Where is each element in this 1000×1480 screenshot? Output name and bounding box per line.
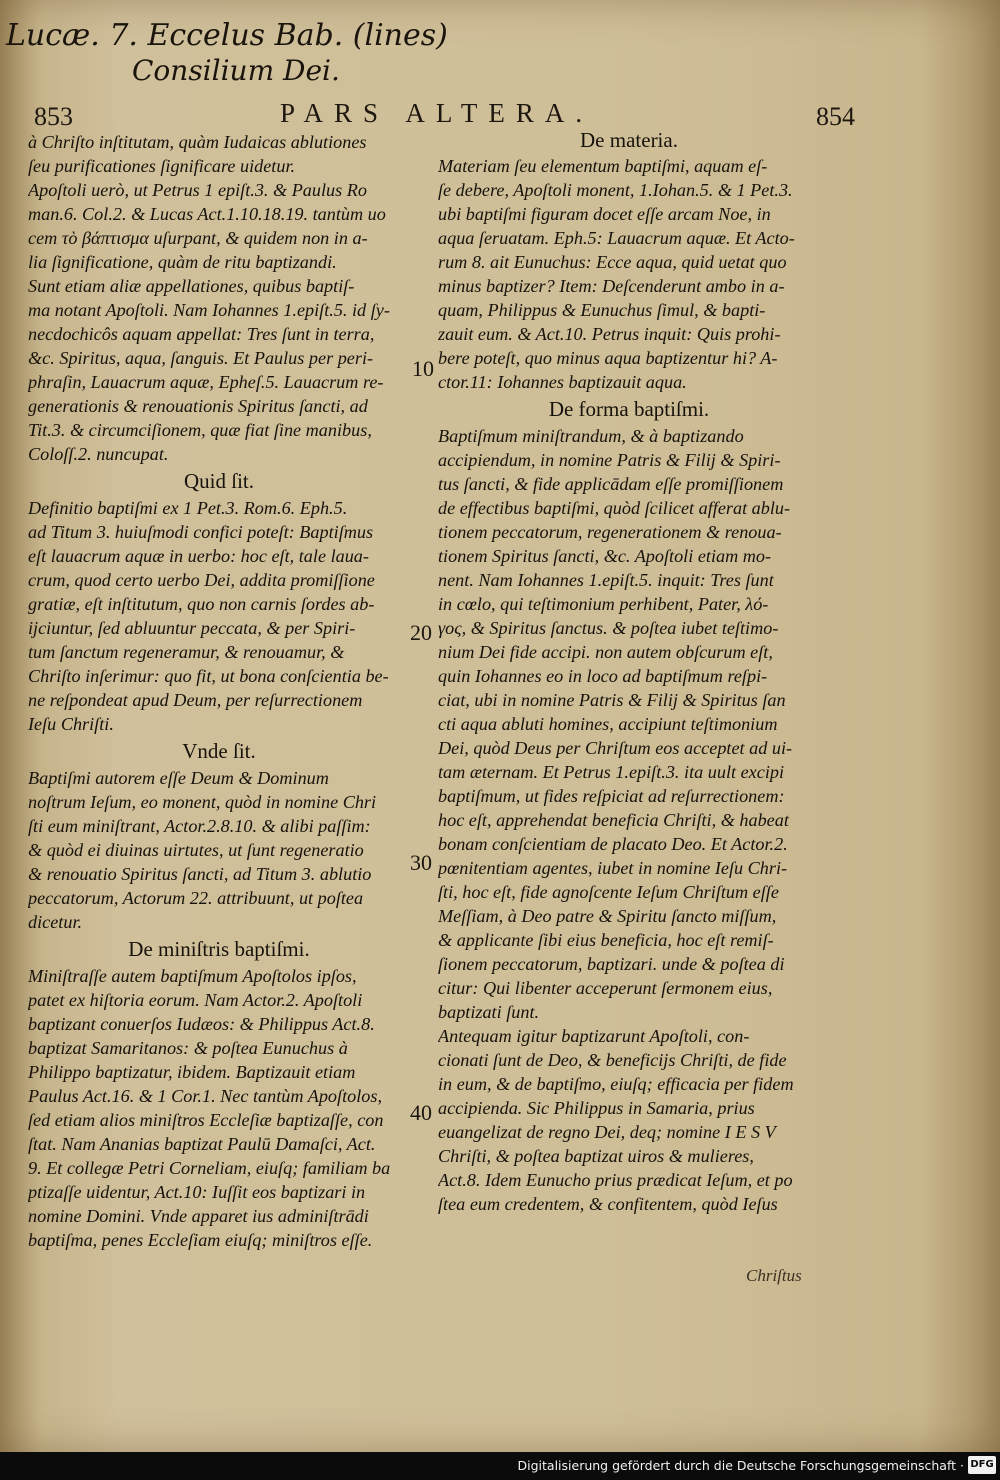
text-line: de effectibus baptiſmi, quòd ſcilicet afferat ablu- <box>438 498 791 518</box>
text-line: Meſſiam, à Deo patre & Spiritu ſancto miſſum, <box>438 906 777 926</box>
text-line: Sunt etiam aliæ appellationes, quibus baptiſ- <box>28 276 355 296</box>
right-text-column <box>438 130 820 1216</box>
text-line: bere poteſt, quo minus aqua baptizentur hi? A- <box>438 348 778 368</box>
text-line: à Chriſto inſtitutam, quàm Iudaicas ablutiones <box>28 132 367 152</box>
handwritten-note-line-1: Lucæ. 7. Eccelus Bab. (lines) <box>6 18 448 53</box>
text-line: baptiſmum, ut fides reſpiciat ad reſurrectionem: <box>438 786 785 806</box>
text-line: Chriſti, & poſtea baptizat uiros & mulieres, <box>438 1146 754 1166</box>
text-line: Tit.3. & circumciſionem, quæ fiat ſine manibus, <box>28 420 372 440</box>
text-line: tam æternam. Et Petrus 1.epiſt.3. ita uult excipi <box>438 762 785 782</box>
text-line: Coloſſ.2. nuncupat. <box>28 444 169 464</box>
text-line: ſtea eum credentem, & confitentem, quòd Ieſus <box>438 1194 778 1214</box>
text-line: 9. Et collegæ Petri Corneliam, eiuſq; familiam ba <box>28 1158 391 1178</box>
line-number: 40 <box>410 1100 432 1125</box>
text-line: accipienda. Sic Philippus in Samaria, prius <box>438 1098 755 1118</box>
text-line: baptiſma, penes Eccleſiam eiuſq; miniſtros eſſe. <box>28 1230 373 1250</box>
section-heading: De forma baptiſmi. <box>548 397 710 421</box>
text-line: necdochicôs aquam appellat: Tres ſunt in terra, <box>28 324 375 344</box>
text-line: tum ſanctum regeneramur, & renouamur, & <box>28 642 345 662</box>
text-line: Baptiſmum miniſtrandum, & à baptizando <box>438 426 744 446</box>
text-line: pœnitentiam agentes, iubet in nomine Ieſu Chri- <box>438 858 788 878</box>
text-line: γος, & Spiritus ſanctus. & poſtea iubet teſtimo- <box>438 618 779 638</box>
text-line: ne reſpondeat apud Deum, per reſurrectionem <box>28 690 363 710</box>
text-line: bonam conſcientiam de placato Deo. Et Actor.2. <box>438 834 788 854</box>
text-line: lia ſignificatione, quàm de ritu baptizandi. <box>28 252 337 272</box>
funding-notice: Digitalisierung gefördert durch die Deutsche Forschungsgemeinschaft · <box>517 1458 964 1473</box>
text-line: ad Titum 3. huiuſmodi confici poteſt: Baptiſmus <box>28 522 374 542</box>
text-line: baptizati ſunt. <box>438 1002 540 1022</box>
text-line: quam, Philippus & Eunuchus ſimul, & bapti- <box>438 300 766 320</box>
left-text-column <box>28 130 410 1252</box>
text-line: ſtat. Nam Ananias baptizat Paulū Damaſci, Act. <box>28 1134 376 1154</box>
text-line: ubi baptiſmi figuram docet eſſe arcam Noe, in <box>438 204 771 224</box>
text-line: Apoſtoli uerò, ut Petrus 1 epiſt.3. & Paulus Ro <box>28 180 367 200</box>
text-line: nent. Nam Iohannes 1.epiſt.5. inquit: Tres ſunt <box>438 570 774 590</box>
text-line: & renouatio Spiritus ſancti, ad Titum 3. ablutio <box>28 864 372 884</box>
text-line: Chriſto inſerimur: quo fit, ut bona conſcientia be- <box>28 666 389 686</box>
catchword: Chriſtus <box>746 1266 802 1285</box>
line-number: 20 <box>410 620 432 645</box>
text-line: tionem peccatorum, regenerationem & renoua- <box>438 522 782 542</box>
text-line: tionem Spiritus ſancti, &c. Apoſtoli etiam mo- <box>438 546 772 566</box>
text-line: peccatorum, Actorum 22. attribuunt, ut poſtea <box>28 888 364 908</box>
text-line: ſed etiam alios miniſtros Eccleſiæ baptizaſſe, con <box>28 1110 384 1130</box>
text-line: rum 8. ait Eunuchus: Ecce aqua, quid uetat quo <box>438 252 787 272</box>
text-line: crum, quod certo uerbo Dei, addita promiſſione <box>28 570 375 590</box>
text-line: cem τὸ βάπτισμα uſurpant, & quidem non in a- <box>28 228 368 248</box>
text-line: Miniſtraſſe autem baptiſmum Apoſtolos ipſos, <box>28 966 357 986</box>
text-line: Definitio baptiſmi ex 1 Pet.3. Rom.6. Eph.5. <box>28 498 348 518</box>
text-line: ctor.11: Iohannes baptizauit aqua. <box>438 372 687 392</box>
text-line: ſe debere, Apoſtoli monent, 1.Iohan.5. & 1 Pet.3. <box>438 180 793 200</box>
section-heading: Vnde ſit. <box>182 739 256 763</box>
text-line: Paulus Act.16. & 1 Cor.1. Nec tantùm Apoſtolos, <box>28 1086 382 1106</box>
text-line: noſtrum Ieſum, eo monent, quòd in nomine Chri <box>28 792 377 812</box>
text-line: baptizant conuerſos Iudæos: & Philippus Act.8. <box>28 1014 375 1034</box>
text-line: Materiam ſeu elementum baptiſmi, aquam eſ- <box>438 156 768 176</box>
text-line: generationis & renouationis Spiritus ſancti, ad <box>28 396 368 416</box>
text-line: in eum, & de baptiſmo, eiuſq; efficacia per fidem <box>438 1074 794 1094</box>
section-heading: Quid ſit. <box>183 469 254 493</box>
text-line: cti aqua abluti homines, accipiunt teſtimonium <box>438 714 778 734</box>
text-line: & applicante ſibi eius beneficia, hoc eſt remiſ- <box>438 930 774 950</box>
text-line: gratiæ, eſt inſtitutum, quo non carnis ſordes ab- <box>28 594 375 614</box>
text-line: in cœlo, qui teſtimonium perhibent, Pater, λό- <box>438 594 769 614</box>
text-line: nomine Domini. Vnde apparet ius adminiſtrādi <box>28 1206 369 1226</box>
line-number: 10 <box>412 356 434 381</box>
section-heading: De materia. <box>580 128 678 152</box>
text-line: ijciuntur, ſed abluuntur peccata, & per Spiri- <box>28 618 356 638</box>
text-line: euangelizat de regno Dei, deq; nomine I E S V <box>438 1122 776 1142</box>
text-line: citur: Qui libenter acceperunt ſermonem eius, <box>438 978 773 998</box>
running-title: PARS ALTERA. <box>280 98 594 128</box>
text-line: Antequam igitur baptizarunt Apoſtoli, con- <box>438 1026 750 1046</box>
handwritten-note-line-2: Consilium Dei. <box>132 54 340 87</box>
text-line: tus ſancti, & fide applicādam eſſe promiſſionem <box>438 474 784 494</box>
page-number-left: 853 <box>34 102 73 131</box>
text-line: zauit eum. & Act.10. Petrus inquit: Quis prohi- <box>438 324 781 344</box>
text-line: accipiendum, in nomine Patris & Filij & Spiri- <box>438 450 781 470</box>
dfg-logo-icon: DFG <box>968 1456 996 1474</box>
text-line: ptizaſſe uidentur, Act.10: Iuſſit eos baptizari in <box>28 1182 366 1202</box>
text-line: ſionem peccatorum, baptizari. unde & poſtea di <box>438 954 785 974</box>
text-line: aqua ſeruatam. Eph.5: Lauacrum aquæ. Et Acto- <box>438 228 795 248</box>
text-line: eſt lauacrum aquæ in uerbo: hoc eſt, tale laua- <box>28 546 369 566</box>
text-line: quin Iohannes eo in loco ad baptiſmum reſpi- <box>438 666 768 686</box>
text-line: man.6. Col.2. & Lucas Act.1.10.18.19. tantùm uo <box>28 204 386 224</box>
text-line: ſti, hoc eſt, fide agnoſcente Ieſum Chriſtum eſſe <box>438 882 779 902</box>
text-line: ſti eum miniſtrant, Actor.2.8.10. & alibi paſſim: <box>28 816 371 836</box>
section-heading: De miniſtris baptiſmi. <box>128 937 310 961</box>
digitization-footer <box>0 1452 1000 1480</box>
page-number-right: 854 <box>816 102 855 131</box>
text-line: ciat, ubi in nomine Patris & Filij & Spiritus ſan <box>438 690 786 710</box>
line-number: 30 <box>410 850 432 875</box>
text-line: baptizat Samaritanos: & poſtea Eunuchus à <box>28 1038 348 1058</box>
text-line: ma notant Apoſtoli. Nam Iohannes 1.epiſt.5. id ſy- <box>28 300 390 320</box>
text-line: Act.8. Idem Eunucho prius prædicat Ieſum, et po <box>438 1170 793 1190</box>
text-line: Baptiſmi autorem eſſe Deum & Dominum <box>28 768 329 788</box>
text-line: cionati ſunt de Deo, & beneficijs Chriſti, de fide <box>438 1050 787 1070</box>
text-line: ſeu purificationes ſignificare uidetur. <box>28 156 296 176</box>
text-line: &c. Spiritus, aqua, ſanguis. Et Paulus per peri- <box>28 348 374 368</box>
text-line: hoc eſt, apprehendat beneficia Chriſti, & habeat <box>438 810 789 830</box>
text-line: & quòd ei diuinas uirtutes, ut ſunt regeneratio <box>28 840 364 860</box>
text-line: minus baptizer? Item: Deſcenderunt ambo in a- <box>438 276 785 296</box>
text-line: Dei, quòd Deus per Chriſtum eos acceptet ad ui- <box>438 738 793 758</box>
text-line: nium Dei fide accipi. non autem obſcurum eſt, <box>438 642 773 662</box>
text-line: Philippo baptizatur, ibidem. Baptizauit etiam <box>28 1062 356 1082</box>
text-line: phraſin, Lauacrum aquæ, Epheſ.5. Lauacrum re- <box>28 372 384 392</box>
text-line: dicetur. <box>28 912 83 932</box>
text-line: Ieſu Chriſti. <box>28 714 114 734</box>
text-line: patet ex hiſtoria eorum. Nam Actor.2. Apoſtoli <box>28 990 363 1010</box>
